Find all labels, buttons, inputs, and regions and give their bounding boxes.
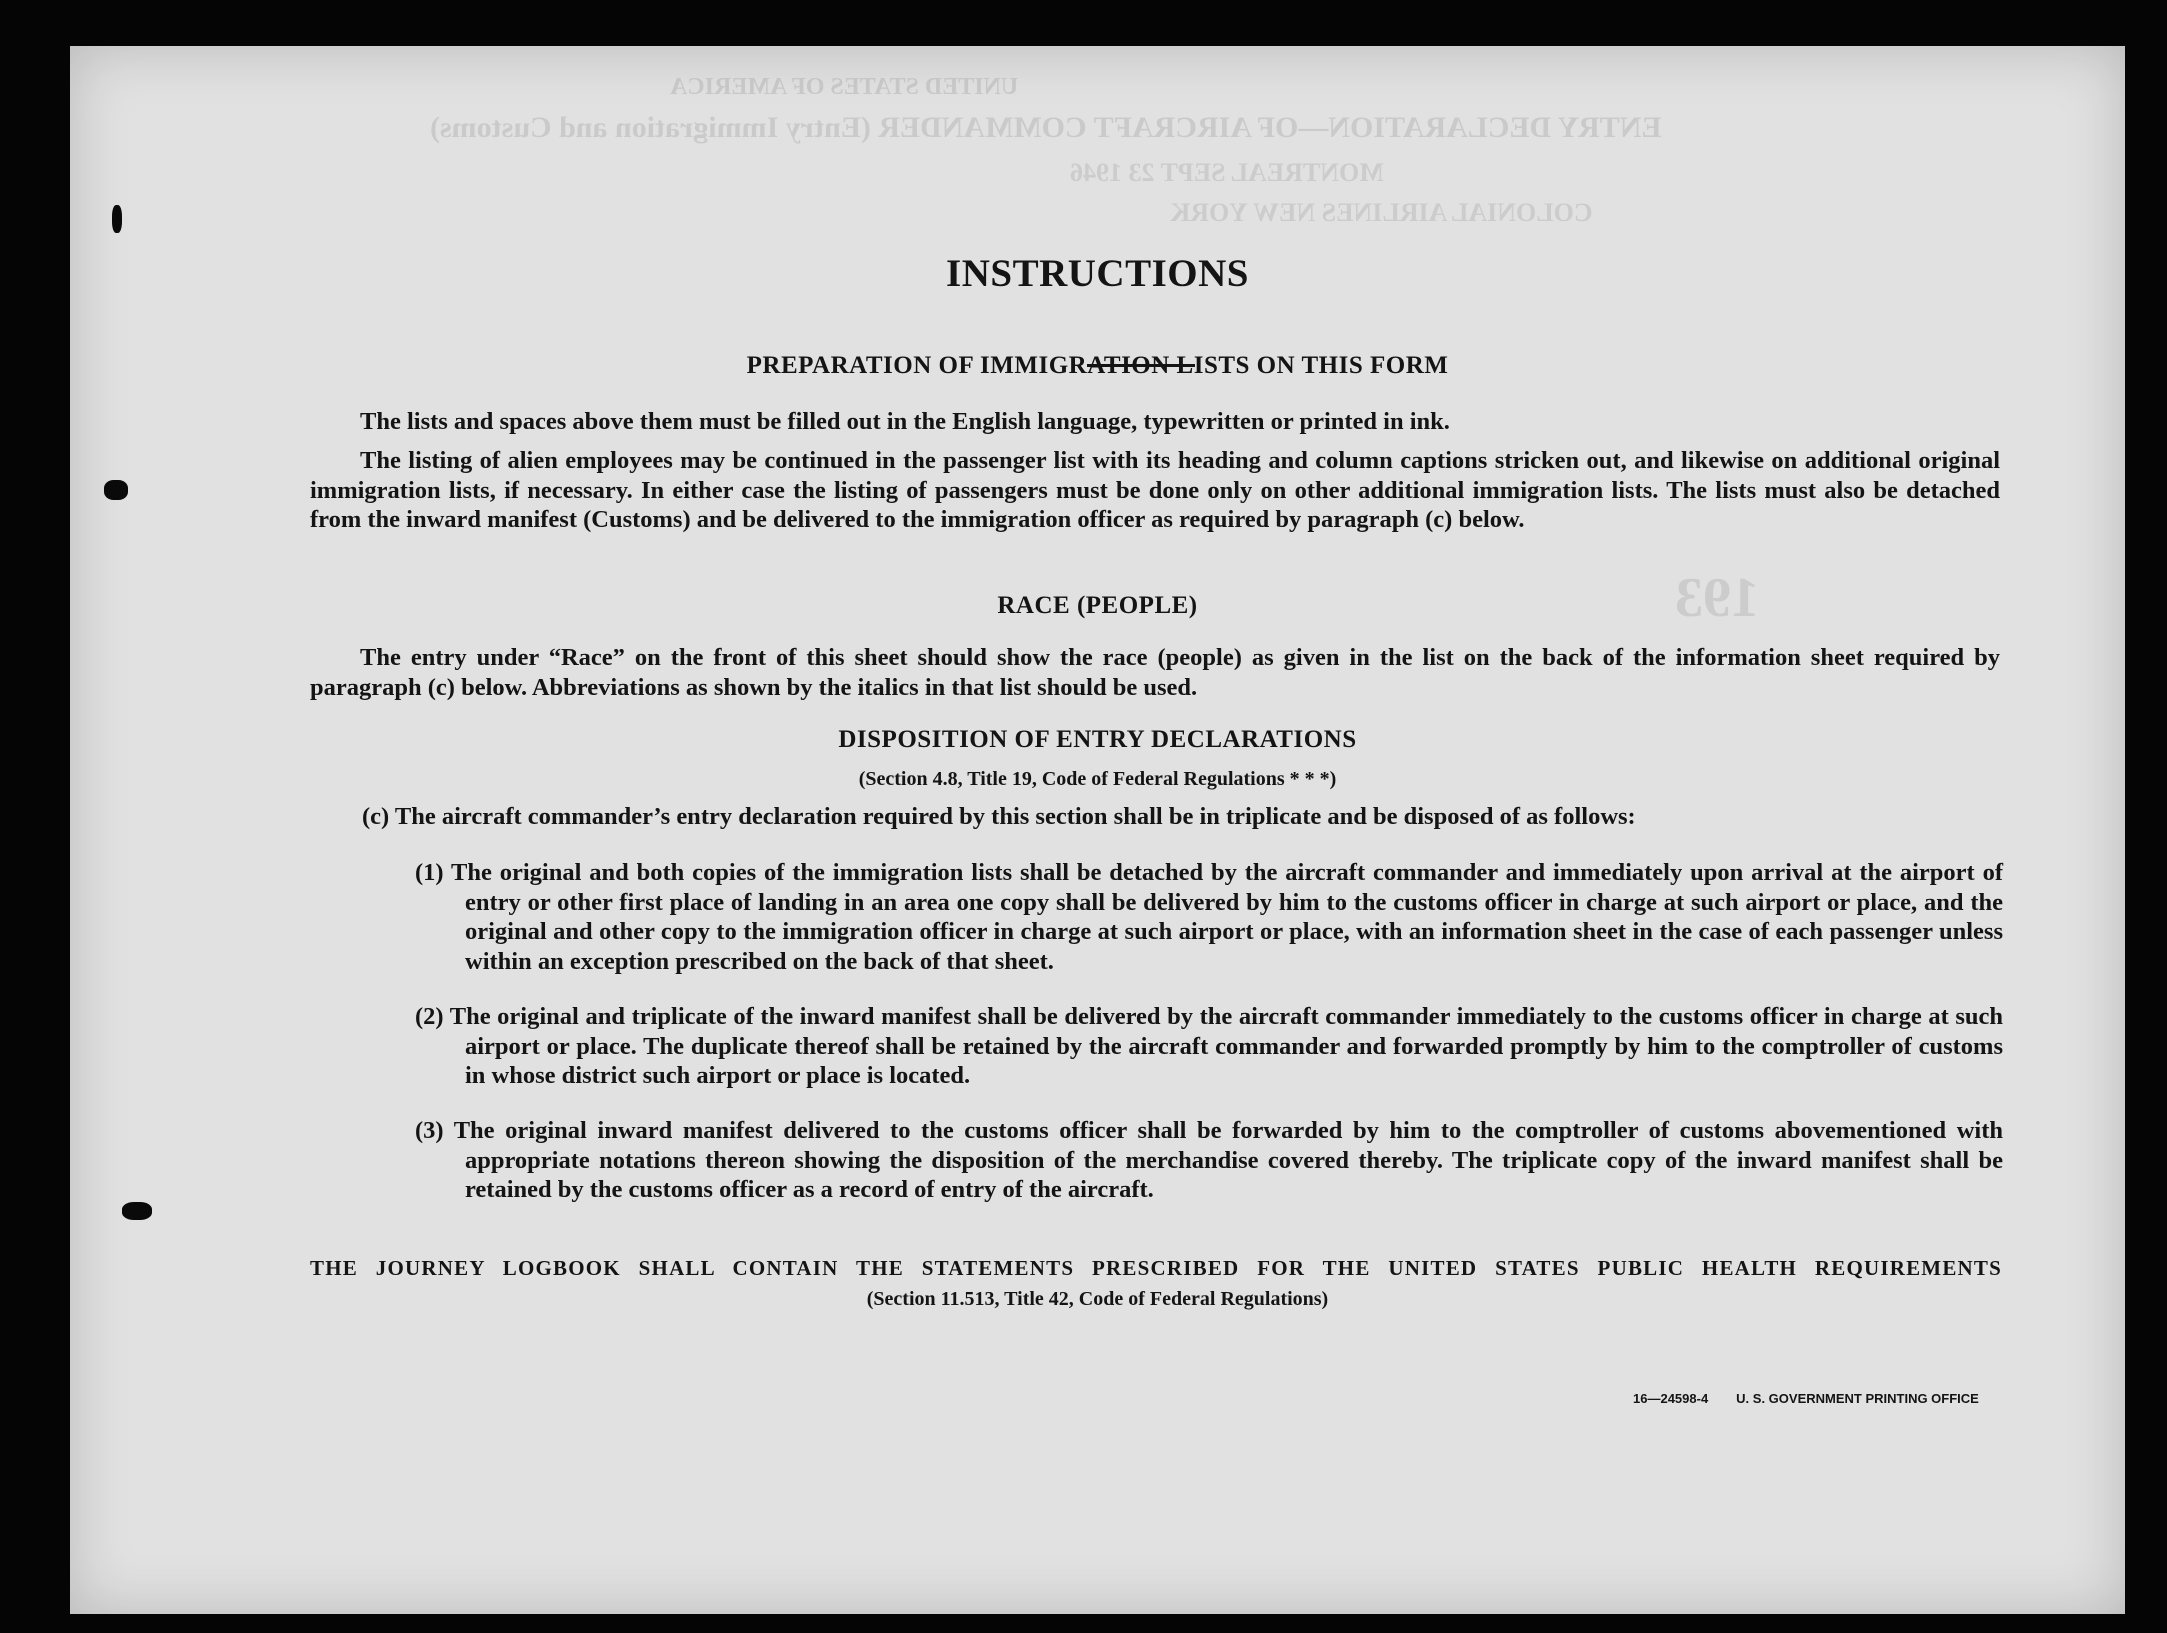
bleed-through-line4: COLONIAL AIRLINES NEW YORK (1170, 198, 1593, 227)
paragraph-language: The lists and spaces above them must be filled out in the English language, typewritten or printed in ink. (360, 408, 1450, 435)
page-title: INSTRUCTIONS (946, 252, 1249, 295)
binder-mark (104, 480, 128, 500)
footer-statement: THE JOURNEY LOGBOOK SHALL CONTAIN THE STATEMENTS PRESCRIBED FOR THE UNITED STATES PUBLIC HEALTH REQUIREMENTS (310, 1256, 2002, 1280)
bleed-through-number: 193 (1675, 567, 1759, 629)
paragraph-alien-employees: The listing of alien employees may be continued in the passenger list with its heading and column captions stricken out, and likewise on additional original immigration lists, if necessary. In either case the listing of passengers must be done only on other additional immigration lists. The lists must also be detached from the inward manifest (Customs) and be delivered to the immigration officer as required by paragraph (c) below. (310, 447, 2000, 533)
list-item-2: (2) The original and triplicate of the inward manifest shall be delivered by the aircraft commander immediately to the customs officer in charge at such airport or place. The duplicate thereof shall be retained by the aircraft commander and forwarded promptly by him to the comptroller of customs in whose district such airport or place is located. (415, 1003, 2003, 1089)
document-sheet (70, 46, 2125, 1614)
section-heading-preparation: PREPARATION OF IMMIGRATION LISTS ON THIS FORM (746, 352, 1449, 379)
paragraph-race: The entry under “Race” on the front of this sheet should show the race (people) as given in the list on the back of the information sheet required by paragraph (c) below. Abbreviations as shown by the italics in that list should be used. (310, 644, 2000, 701)
footer-citation: (Section 11.513, Title 42, Code of Federal Regulations) (866, 1288, 1329, 1310)
bleed-through-line2: ENTRY DECLARATION—OF AIRCRAFT COMMANDER (Entry Immigration and Customs) (430, 111, 1662, 144)
bleed-through-line1: UNITED STATES OF AMERICA (670, 74, 1019, 100)
printer-name: U. S. GOVERNMENT PRINTING OFFICE (1736, 1391, 1979, 1406)
section-heading-race: RACE (PEOPLE) (997, 592, 1198, 619)
printer-imprint (1633, 1391, 2007, 1406)
form-number: 16—24598-4 (1633, 1391, 1709, 1406)
binder-mark (112, 205, 122, 233)
section-heading-disposition: DISPOSITION OF ENTRY DECLARATIONS (838, 726, 1357, 753)
bleed-through-line3: MONTREAL SEPT 23 1946 (1070, 158, 1384, 187)
binder-mark (122, 1202, 152, 1220)
paragraph-c-intro: (c) The aircraft commander’s entry declaration required by this section shall be in triplicate and be disposed of as follows: (362, 803, 1636, 830)
disposition-citation: (Section 4.8, Title 19, Code of Federal Regulations * * *) (858, 768, 1337, 790)
list-item-1: (1) The original and both copies of the immigration lists shall be detached by the aircraft commander and immediately upon arrival at the airport of entry or other first place of landing in an area one copy shall be delivered by him to the customs officer in charge at such airport or place, and the original and other copy to the immigration officer in charge at such airport or place, with an information sheet in the case of each passenger unless within an exception prescribed on the back of that sheet. (415, 859, 2003, 975)
list-item-3: (3) The original inward manifest delivered to the customs officer shall be forwarded by him to the comptroller of customs abovementioned with appropriate notations thereon showing the disposition of the merchandise covered thereby. The triplicate copy of the inward manifest shall be retained by the customs officer as a record of entry of the aircraft. (415, 1117, 2003, 1203)
